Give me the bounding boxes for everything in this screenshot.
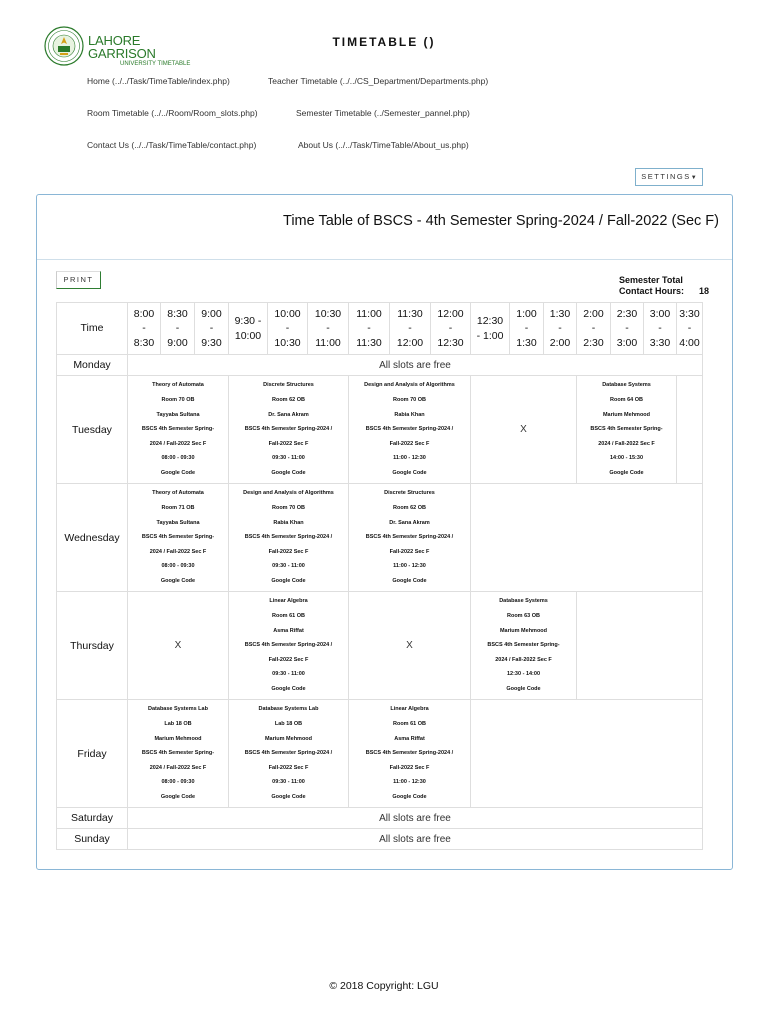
google-code-link: Google Code	[271, 793, 306, 800]
nav-contact-us-link[interactable]: Contact Us (../../Task/TimeTable/contact.php)	[87, 140, 257, 150]
caret-down-icon: ▼	[690, 175, 697, 181]
free-slots-message: All slots are free	[128, 829, 703, 850]
day-row-wednesday	[57, 484, 703, 592]
lecture-cell[interactable]: Linear Algebra Room 61 OB Asma Riffat BSCS 4th Semester Spring-2024 / Fall-2022 Sec F 09:30 - 11:00 Google Code	[229, 592, 349, 700]
google-code-link: Google Code	[160, 577, 196, 584]
day-name: Thursday	[57, 592, 128, 700]
time-slot: 1:30 - 2:00	[544, 303, 577, 355]
card-divider	[37, 259, 732, 260]
day-row-thursday	[57, 592, 703, 700]
time-slot: 3:00 - 3:30	[644, 303, 677, 355]
empty-slot	[471, 700, 703, 808]
lecture-cell[interactable]: Discrete Structures Room 62 OB Dr. Sana Akram BSCS 4th Semester Spring-2024 / Fall-2022 Sec F 09:30 - 11:00 Google Code	[229, 376, 349, 484]
lecture-cell[interactable]: Design and Analysis of Algorithms Room 70 OB Rabia Khan BSCS 4th Semester Spring-2024 / Fall-2022 Sec F 11:00 - 12:30 Google Code	[349, 376, 471, 484]
time-slot: 12:00 - 12:30	[431, 303, 471, 355]
google-code-link: Google Code	[271, 577, 306, 584]
footer-copyright: © 2018 Copyright: LGU	[329, 980, 439, 992]
brand-subtitle: UNIVERSITY TIMETABLE	[120, 61, 191, 67]
lecture-cell[interactable]: Linear Algebra Room 61 OB Asma Riffat BSCS 4th Semester Spring-2024 / Fall-2022 Sec F 11:00 - 12:30 Google Code	[349, 700, 471, 808]
lecture-cell[interactable]: Database Systems Lab Lab 18 OB Marium Mehmood BSCS 4th Semester Spring-2024 / Fall-2022 Sec F 09:30 - 11:00 Google Code	[229, 700, 349, 808]
contact-hours-value: 18	[699, 286, 710, 296]
time-slot: 2:30 - 3:00	[611, 303, 644, 355]
time-slot: 9:30 - 10:00	[229, 303, 268, 355]
day-row-sunday	[57, 829, 703, 850]
brand-name: LAHORE GARRISON	[88, 33, 156, 61]
time-slot: 3:30 - 4:00	[677, 303, 703, 355]
free-slots-message: All slots are free	[128, 808, 703, 829]
google-code-link: Google Code	[392, 577, 427, 584]
day-row-saturday	[57, 808, 703, 829]
timetable-title: Time Table of BSCS - 4th Semester Spring-2024 / Fall-2022 (Sec F)	[283, 213, 719, 229]
time-slot: 1:00 - 1:30	[510, 303, 544, 355]
google-code-link: Google Code	[392, 793, 427, 800]
day-name: Tuesday	[57, 376, 128, 484]
day-name: Sunday	[57, 829, 128, 850]
time-slot: 9:00 - 9:30	[195, 303, 229, 355]
day-row-monday	[57, 355, 703, 376]
day-row-friday	[57, 700, 703, 808]
google-code-link: Google Code	[160, 793, 196, 800]
page-title: TIMETABLE ()	[332, 35, 436, 49]
time-header-row	[57, 303, 703, 355]
time-header: Time	[57, 303, 128, 355]
google-code-link: Google Code	[271, 685, 306, 692]
blocked-slot: X	[471, 376, 577, 484]
lecture-cell[interactable]: Theory of Automata Room 71 OB Tayyaba Sultana BSCS 4th Semester Spring- 2024 / Fall-2022 Sec F 08:00 - 09:30 Google Code	[128, 484, 229, 592]
google-code-link: Google Code	[271, 469, 306, 476]
lecture-cell[interactable]: Design and Analysis of Algorithms Room 70 OB Rabia Khan BSCS 4th Semester Spring-2024 / Fall-2022 Sec F 09:30 - 11:00 Google Code	[229, 484, 349, 592]
contact-hours-label: Semester Total Contact Hours:	[619, 275, 684, 296]
time-slot: 8:30 - 9:00	[161, 303, 195, 355]
nav-room-timetable-link[interactable]: Room Timetable (../../Room/Room_slots.php)	[87, 108, 258, 118]
blocked-slot: X	[349, 592, 471, 700]
timetable-grid	[56, 302, 703, 850]
blocked-slot: X	[128, 592, 229, 700]
lecture-cell[interactable]: Theory of Automata Room 70 OB Tayyaba Sultana BSCS 4th Semester Spring- 2024 / Fall-2022 Sec F 08:00 - 09:30 Google Code	[128, 376, 229, 484]
lecture-cell[interactable]: Discrete Structures Room 62 OB Dr. Sana Akram BSCS 4th Semester Spring-2024 / Fall-2022 Sec F 11:00 - 12:30 Google Code	[349, 484, 471, 592]
empty-slot	[577, 592, 703, 700]
nav-teacher-timetable-link[interactable]: Teacher Timetable (../../CS_Department/Departments.php)	[268, 76, 489, 86]
google-code-link: Google Code	[392, 469, 427, 476]
free-slots-message: All slots are free	[128, 355, 703, 376]
day-name: Friday	[57, 700, 128, 808]
day-name: Monday	[57, 355, 128, 376]
nav-semester-timetable-link[interactable]: Semester Timetable (../Semester_pannel.php)	[296, 108, 470, 118]
google-code-link: Google Code	[506, 685, 541, 692]
google-code-link: Google Code	[160, 469, 196, 476]
day-row-tuesday	[57, 376, 703, 484]
nav-home-link[interactable]: Home (../../Task/TimeTable/index.php)	[87, 76, 230, 86]
time-slot: 11:30 - 12:00	[390, 303, 431, 355]
day-name: Saturday	[57, 808, 128, 829]
time-slot: 11:00 - 11:30	[349, 303, 390, 355]
lecture-cell[interactable]: Database Systems Room 64 OB Marium Mehmood BSCS 4th Semester Spring- 2024 / Fall-2022 Sec F 14:00 - 15:30 Google Code	[577, 376, 677, 484]
time-slot: 8:00 - 8:30	[128, 303, 161, 355]
time-slot: 2:00 - 2:30	[577, 303, 611, 355]
time-slot: 10:00 - 10:30	[268, 303, 308, 355]
lecture-cell[interactable]: Database Systems Room 63 OB Marium Mehmood BSCS 4th Semester Spring- 2024 / Fall-2022 Sec F 12:30 - 14:00 Google Code	[471, 592, 577, 700]
time-slot: 10:30 - 11:00	[308, 303, 349, 355]
nav-about-us-link[interactable]: About Us (../../Task/TimeTable/About_us.php)	[298, 140, 469, 150]
time-slot: 12:30 - 1:00	[471, 303, 510, 355]
day-name: Wednesday	[57, 484, 128, 592]
print-button[interactable]: PRINT	[56, 271, 101, 289]
empty-slot	[471, 484, 703, 592]
empty-slot	[677, 376, 703, 484]
contact-hours	[619, 275, 709, 297]
google-code-link: Google Code	[609, 469, 644, 476]
lecture-cell[interactable]: Database Systems Lab Lab 18 OB Marium Mehmood BSCS 4th Semester Spring- 2024 / Fall-2022 Sec F 08:00 - 09:30 Google Code	[128, 700, 229, 808]
settings-button[interactable]	[635, 168, 703, 186]
settings-label: SETTINGS	[641, 172, 691, 181]
